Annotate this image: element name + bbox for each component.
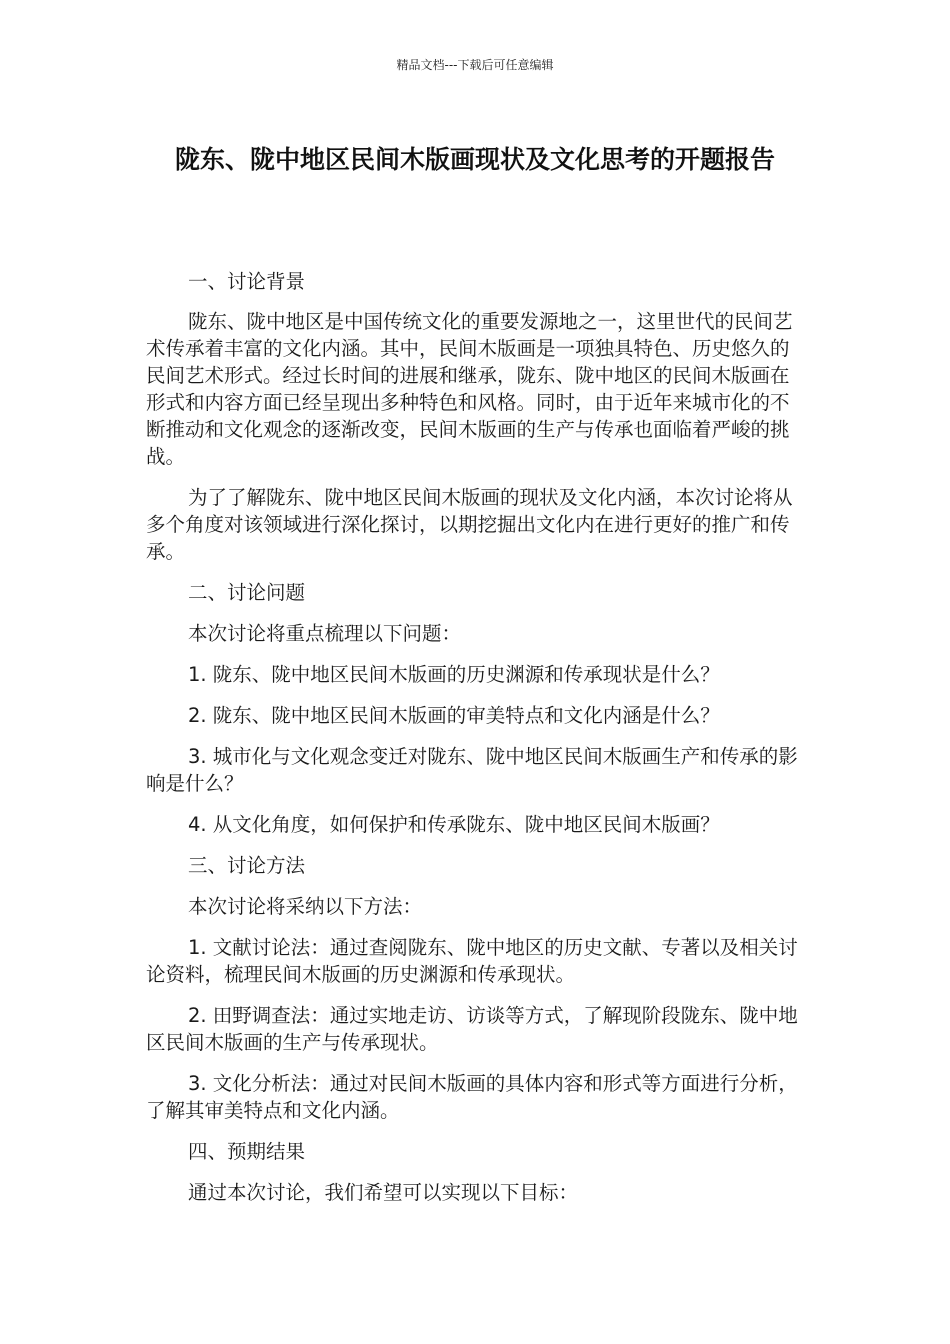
method-item-2: 2. 田野调查法：通过实地走访、访谈等方式，了解现阶段陇东、陇中地区民间木版画的生产与传承现状。 — [146, 1004, 798, 1054]
section-heading-background: 一、讨论背景 — [188, 270, 306, 293]
page-header: 精品文档---下载后可任意编辑 — [396, 58, 554, 72]
section-heading-methods: 三、讨论方法 — [188, 854, 306, 877]
background-paragraph-2: 为了了解陇东、陇中地区民间木版画的现状及文化内涵，本次讨论将从多个角度对该领域进行深化探讨，以期挖掘出文化内在进行更好的推广和传承。 — [146, 486, 793, 563]
background-paragraph-1: 陇东、陇中地区是中国传统文化的重要发源地之一，这里世代的民间艺术传承着丰富的文化内涵。其中，民间木版画是一项独具特色、历史悠久的民间艺术形式。经过长时间的进展和继承，陇东、陇中地区的民间木版画在形式和内容方面已经呈现出多种特色和风格。同时，由于近年来城市化的不断推动和文化观念的逐渐改变，民间木版画的生产与传承也面临着严峻的挑战。 — [146, 310, 793, 468]
expected-results-intro: 通过本次讨论，我们希望可以实现以下目标： — [188, 1181, 579, 1204]
method-item-3: 3. 文化分析法：通过对民间木版画的具体内容和形式等方面进行分析，了解其审美特点和文化内涵。 — [146, 1072, 798, 1122]
methods-intro: 本次讨论将采纳以下方法： — [188, 895, 423, 918]
question-item-1: 1. 陇东、陇中地区民间木版画的历史渊源和传承现状是什么？ — [188, 663, 720, 686]
question-item-2: 2. 陇东、陇中地区民间木版画的审美特点和文化内涵是什么？ — [188, 704, 720, 727]
method-item-1: 1. 文献讨论法：通过查阅陇东、陇中地区的历史文献、专著以及相关讨论资料，梳理民间木版画的历史渊源和传承现状。 — [146, 936, 798, 986]
question-item-3: 3. 城市化与文化观念变迁对陇东、陇中地区民间木版画生产和传承的影响是什么？ — [146, 745, 798, 795]
document-title: 陇东、陇中地区民间木版画现状及文化思考的开题报告 — [174, 145, 775, 174]
question-item-4: 4. 从文化角度，如何保护和传承陇东、陇中地区民间木版画？ — [188, 813, 720, 836]
section-heading-expected-results: 四、预期结果 — [188, 1140, 306, 1163]
questions-intro: 本次讨论将重点梳理以下问题： — [188, 622, 462, 645]
document-body — [146, 268, 802, 1206]
section-heading-questions: 二、讨论问题 — [188, 581, 306, 604]
